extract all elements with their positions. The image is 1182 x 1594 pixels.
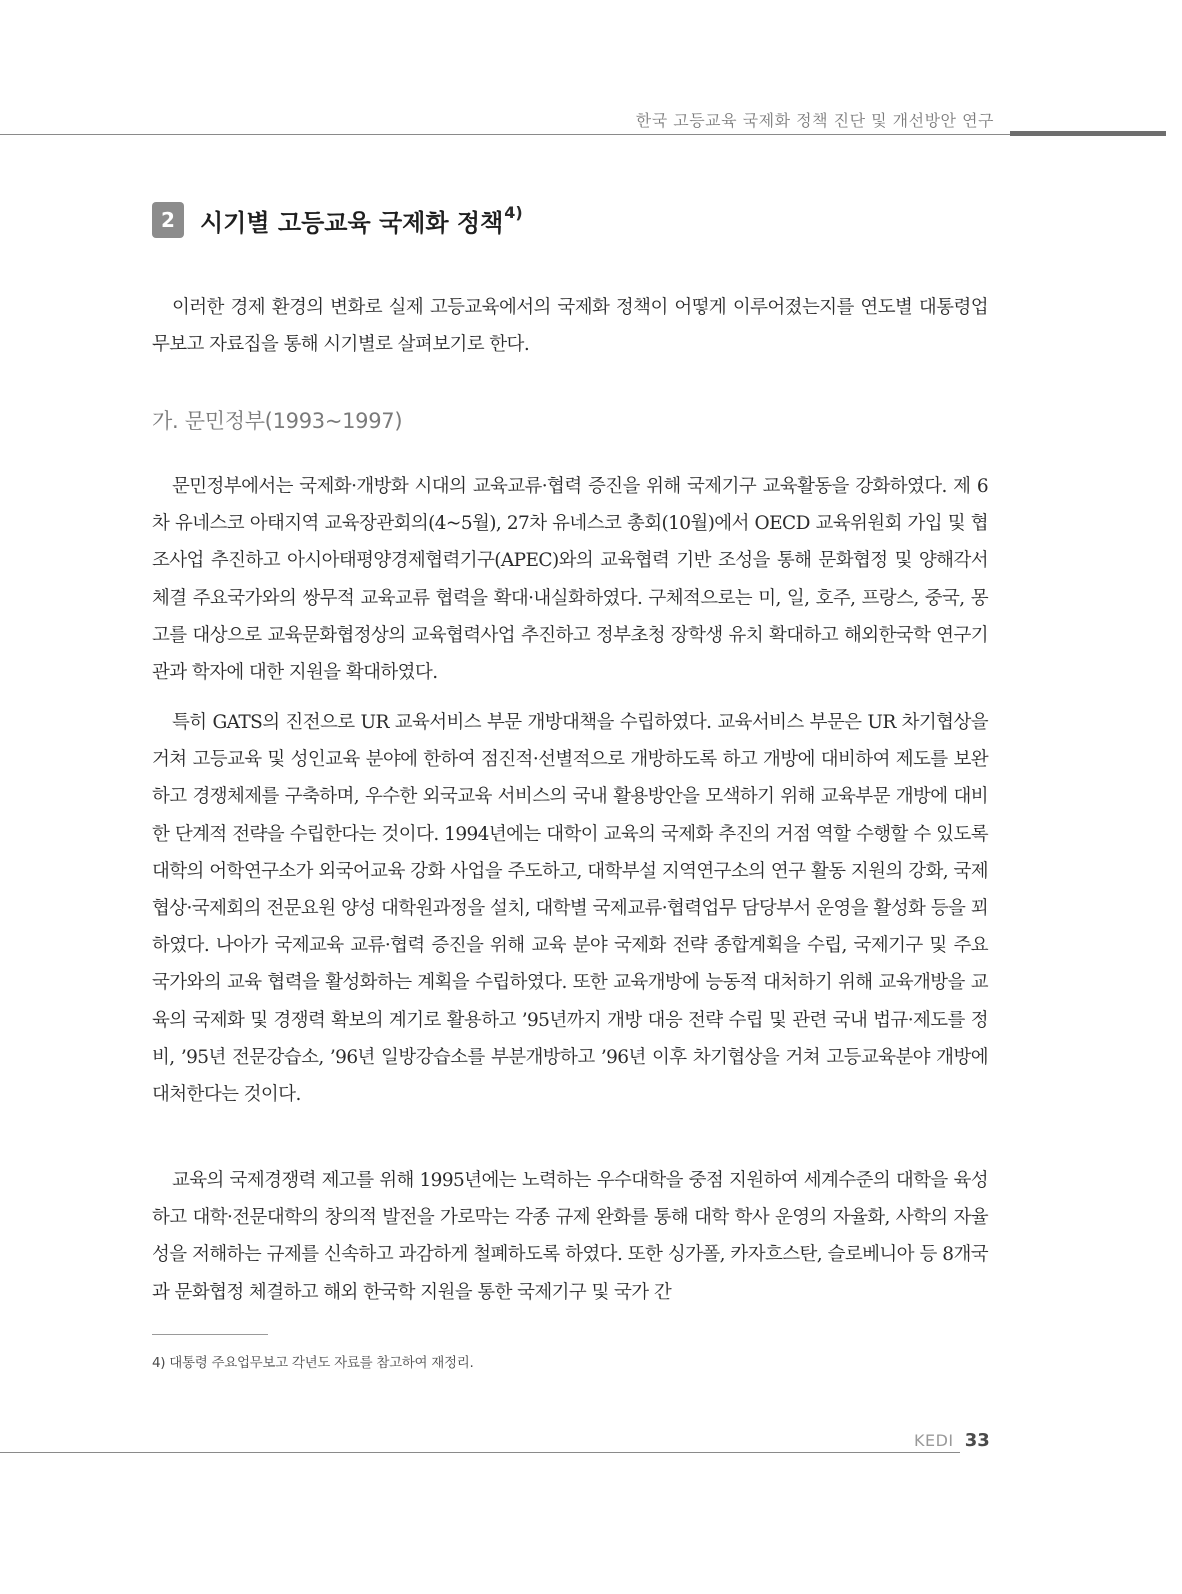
section-heading <box>152 202 523 238</box>
body-paragraph: 문민정부에서는 국제화·개방화 시대의 교육교류·협력 증진을 위해 국제기구 교육활동을 강화하였다. 제 6차 유네스코 아태지역 교육장관회의(4~5월), 27차 유네스코 총회(10월)에서 OECD 교육위원회 가입 및 협조사업 추진하고 아시아태평양경제협력기구(APEC)와의 교육협력 기반 조성을 통해 문화협정 및 양해각서체결 주요국가와의 쌍무적 교육교류 협력을 확대·내실화하였다. 구체적으로는 미, 일, 호주, 프랑스, 중국, 몽고를 대상으로 교육문화협정상의 교육협력사업 추진하고 정부초청 장학생 유치 확대하고 해외한국학 연구기관과 학자에 대한 지원을 확대하였다. <box>152 476 988 684</box>
footer-rule <box>0 1452 960 1453</box>
page-number: 33 <box>964 1430 990 1451</box>
intro-paragraph: 이러한 경제 환경의 변화로 실제 고등교육에서의 국제화 정책이 어떻게 이루어졌는지를 연도별 대통령업무보고 자료집을 통해 시기별로 살펴보기로 한다. <box>152 297 988 356</box>
page-footer <box>914 1430 990 1451</box>
running-head: 한국 고등교육 국제화 정책 진단 및 개선방안 연구 <box>635 111 994 130</box>
footnote: 4) 대통령 주요업무보고 각년도 자료를 참고하여 재정리. <box>152 1355 474 1371</box>
body-paragraph: 교육의 국제경쟁력 제고를 위해 1995년에는 노력하는 우수대학을 중점 지원하여 세계수준의 대학을 육성하고 대학·전문대학의 창의적 발전을 가로막는 각종 규제 완화를 통해 대학 학사 운영의 자율화, 사학의 자율성을 저해하는 규제를 신속하고 과감하게 철폐하도록 하였다. 또한 싱가폴, 카자흐스탄, 슬로베니아 등 8개국과 문화협정 체결하고 해외 한국학 지원을 통한 국제기구 및 국가 간 <box>152 1170 988 1303</box>
header-rule <box>0 134 1010 135</box>
section-title: 시기별 고등교육 국제화 정책 <box>200 208 504 237</box>
footnote-divider <box>152 1334 268 1335</box>
subsection-title: 가. 문민정부(1993~1997) <box>152 409 403 433</box>
header-rule-accent <box>1010 131 1166 136</box>
section-number-badge: 2 <box>152 202 184 238</box>
footer-org-name: KEDI <box>914 1431 954 1450</box>
footnote-reference: 4) <box>504 202 523 222</box>
body-paragraph: 특히 GATS의 진전으로 UR 교육서비스 부문 개방대책을 수립하였다. 교육서비스 부문은 UR 차기협상을 거쳐 고등교육 및 성인교육 분야에 한하여 점진적·선별적으로 개방하도록 하고 개방에 대비하여 제도를 보완하고 경쟁체제를 구축하며, 우수한 외국교육 서비스의 국내 활용방안을 모색하기 위해 교육부문 개방에 대비한 단계적 전략을 수립한다는 것이다. 1994년에는 대학이 교육의 국제화 추진의 거점 역할 수행할 수 있도록 대학의 어학연구소가 외국어교육 강화 사업을 주도하고, 대학부설 지역연구소의 연구 활동 지원의 강화, 국제협상·국제회의 전문요원 양성 대학원과정을 설치, 대학별 국제교류·협력업무 담당부서 운영을 활성화 등을 꾀하였다. 나아가 국제교육 교류·협력 증진을 위해 교육 분야 국제화 전략 종합계획을 수립, 국제기구 및 주요 국가와의 교육 협력을 활성화하는 계획을 수립하였다. 또한 교육개방에 능동적 대처하기 위해 교육개방을 교육의 국제화 및 경쟁력 확보의 계기로 활용하고 ’95년까지 개방 대응 전략 수립 및 관련 국내 법규·제도를 정비, ’95년 전문강습소, ’96년 일방강습소를 부분개방하고 ’96년 이후 차기협상을 거쳐 고등교육분야 개방에 대처한다는 것이다. <box>152 712 988 1106</box>
